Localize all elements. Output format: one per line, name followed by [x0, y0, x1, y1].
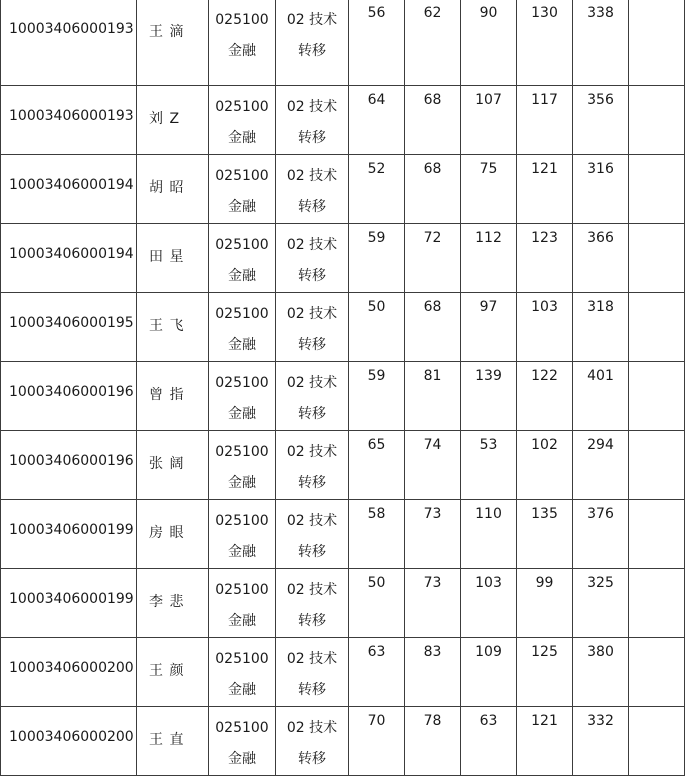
candidate-id-cell — [1, 431, 137, 500]
score-1-cell — [349, 0, 405, 86]
candidate-name: 王 飞 — [149, 318, 185, 334]
direction-cell — [276, 293, 349, 362]
score-3-cell — [461, 500, 517, 569]
direction-code: 02 技术 — [286, 444, 338, 460]
major-code: 025100 — [215, 306, 269, 322]
score-2-cell — [405, 707, 461, 776]
total-score: 376 — [587, 506, 614, 522]
candidate-id-cell — [1, 500, 137, 569]
major-code: 025100 — [215, 99, 269, 115]
candidate-name: 王 直 — [149, 732, 185, 748]
score-3-cell — [461, 707, 517, 776]
candidate-id-cell — [1, 0, 137, 86]
empty-cell — [629, 362, 685, 431]
score-1-cell — [349, 431, 405, 500]
candidate-name: 田 星 — [149, 249, 185, 265]
direction-name: 转移 — [298, 613, 326, 629]
score-2-cell — [405, 224, 461, 293]
direction-name: 转移 — [298, 406, 326, 422]
candidate-id: 10003406000200 — [9, 660, 134, 676]
major-code: 025100 — [215, 720, 269, 736]
candidate-id: 10003406000195 — [9, 315, 134, 331]
candidate-id: 10003406000196 — [9, 453, 134, 469]
score-1-cell — [349, 155, 405, 224]
major-name: 金融 — [228, 751, 256, 767]
direction-cell — [276, 362, 349, 431]
score-3-cell — [461, 293, 517, 362]
score-1-cell — [349, 707, 405, 776]
score-2: 73 — [423, 506, 442, 522]
candidate-name-cell — [137, 224, 209, 293]
score-2-cell — [405, 569, 461, 638]
direction-cell — [276, 0, 349, 86]
direction-code: 02 技术 — [286, 582, 338, 598]
major-name: 金融 — [228, 544, 256, 560]
score-3-cell — [461, 569, 517, 638]
score-1-cell — [349, 638, 405, 707]
score-1-cell — [349, 293, 405, 362]
score-2: 78 — [423, 713, 442, 729]
score-4: 99 — [535, 575, 554, 591]
direction-cell — [276, 86, 349, 155]
table-row — [1, 500, 685, 569]
score-3: 90 — [479, 5, 498, 21]
score-4-cell — [517, 362, 573, 431]
direction-cell — [276, 155, 349, 224]
candidate-name-cell — [137, 638, 209, 707]
total-score-cell — [573, 155, 629, 224]
candidate-id-cell — [1, 86, 137, 155]
direction-code: 02 技术 — [286, 720, 338, 736]
direction-code: 02 技术 — [286, 12, 338, 28]
score-4: 121 — [531, 713, 558, 729]
total-score-cell — [573, 569, 629, 638]
total-score-cell — [573, 500, 629, 569]
score-4-cell — [517, 224, 573, 293]
candidate-id: 10003406000200 — [9, 729, 134, 745]
score-3: 103 — [475, 575, 502, 591]
major-name: 金融 — [228, 613, 256, 629]
total-score: 366 — [587, 230, 614, 246]
table-row — [1, 86, 685, 155]
candidate-name: 刘 Z — [149, 111, 181, 127]
table-row — [1, 0, 685, 86]
score-4-cell — [517, 155, 573, 224]
major-cell — [209, 86, 276, 155]
score-2-cell — [405, 0, 461, 86]
major-name: 金融 — [228, 199, 256, 215]
major-cell — [209, 362, 276, 431]
direction-code: 02 技术 — [286, 306, 338, 322]
empty-cell — [629, 293, 685, 362]
major-cell — [209, 224, 276, 293]
score-2: 72 — [423, 230, 442, 246]
direction-cell — [276, 500, 349, 569]
major-cell — [209, 0, 276, 86]
major-cell — [209, 431, 276, 500]
score-3: 110 — [475, 506, 502, 522]
table-row — [1, 155, 685, 224]
total-score-cell — [573, 0, 629, 86]
score-3: 53 — [479, 437, 498, 453]
score-3: 109 — [475, 644, 502, 660]
score-4: 122 — [531, 368, 558, 384]
table-row — [1, 293, 685, 362]
candidate-name-cell — [137, 500, 209, 569]
score-4-cell — [517, 500, 573, 569]
direction-name: 转移 — [298, 337, 326, 353]
score-1-cell — [349, 500, 405, 569]
direction-cell — [276, 431, 349, 500]
major-code: 025100 — [215, 375, 269, 391]
score-3: 75 — [479, 161, 498, 177]
total-score: 316 — [587, 161, 614, 177]
direction-name: 转移 — [298, 43, 326, 59]
major-name: 金融 — [228, 475, 256, 491]
score-1-cell — [349, 86, 405, 155]
total-score-cell — [573, 638, 629, 707]
total-score-cell — [573, 86, 629, 155]
direction-name: 转移 — [298, 751, 326, 767]
score-4: 102 — [531, 437, 558, 453]
major-cell — [209, 707, 276, 776]
direction-name: 转移 — [298, 544, 326, 560]
direction-code: 02 技术 — [286, 168, 338, 184]
score-3: 97 — [479, 299, 498, 315]
candidate-id-cell — [1, 224, 137, 293]
candidate-name-cell — [137, 362, 209, 431]
empty-cell — [629, 638, 685, 707]
table-row — [1, 431, 685, 500]
empty-cell — [629, 155, 685, 224]
score-4-cell — [517, 638, 573, 707]
score-1-cell — [349, 362, 405, 431]
candidate-id: 10003406000194 — [9, 246, 134, 262]
candidate-id-cell — [1, 362, 137, 431]
candidate-name-cell — [137, 293, 209, 362]
score-1: 64 — [367, 92, 386, 108]
score-3: 63 — [479, 713, 498, 729]
score-3-cell — [461, 0, 517, 86]
score-3-cell — [461, 224, 517, 293]
score-3-cell — [461, 155, 517, 224]
major-cell — [209, 638, 276, 707]
table-row — [1, 707, 685, 776]
total-score: 318 — [587, 299, 614, 315]
empty-cell — [629, 500, 685, 569]
score-4: 121 — [531, 161, 558, 177]
score-2: 68 — [423, 92, 442, 108]
direction-code: 02 技术 — [286, 99, 338, 115]
total-score: 325 — [587, 575, 614, 591]
direction-name: 转移 — [298, 682, 326, 698]
score-2-cell — [405, 293, 461, 362]
score-1: 59 — [367, 230, 386, 246]
score-2-cell — [405, 638, 461, 707]
major-cell — [209, 293, 276, 362]
table-row — [1, 638, 685, 707]
candidate-name: 房 眼 — [149, 525, 185, 541]
score-4: 123 — [531, 230, 558, 246]
major-name: 金融 — [228, 130, 256, 146]
empty-cell — [629, 431, 685, 500]
score-2: 68 — [423, 299, 442, 315]
major-cell — [209, 569, 276, 638]
score-2: 74 — [423, 437, 442, 453]
candidate-id: 10003406000193 — [9, 21, 134, 37]
score-4-cell — [517, 431, 573, 500]
major-code: 025100 — [215, 237, 269, 253]
empty-cell — [629, 224, 685, 293]
score-2-cell — [405, 362, 461, 431]
direction-code: 02 技术 — [286, 651, 338, 667]
major-code: 025100 — [215, 168, 269, 184]
direction-cell — [276, 707, 349, 776]
score-4-cell — [517, 707, 573, 776]
major-code: 025100 — [215, 444, 269, 460]
score-4: 117 — [531, 92, 558, 108]
score-4-cell — [517, 569, 573, 638]
candidate-name-cell — [137, 0, 209, 86]
candidate-name-cell — [137, 707, 209, 776]
total-score: 356 — [587, 92, 614, 108]
major-code: 025100 — [215, 12, 269, 28]
score-2-cell — [405, 431, 461, 500]
score-3: 139 — [475, 368, 502, 384]
score-4: 103 — [531, 299, 558, 315]
direction-cell — [276, 224, 349, 293]
direction-code: 02 技术 — [286, 375, 338, 391]
score-4: 135 — [531, 506, 558, 522]
score-1: 63 — [367, 644, 386, 660]
direction-code: 02 技术 — [286, 237, 338, 253]
score-3-cell — [461, 362, 517, 431]
direction-name: 转移 — [298, 268, 326, 284]
candidate-name-cell — [137, 86, 209, 155]
direction-cell — [276, 638, 349, 707]
direction-name: 转移 — [298, 130, 326, 146]
candidate-name: 王 滴 — [149, 24, 185, 40]
candidate-name: 曾 指 — [149, 387, 185, 403]
score-4-cell — [517, 0, 573, 86]
score-1: 50 — [367, 299, 386, 315]
score-2: 81 — [423, 368, 442, 384]
major-code: 025100 — [215, 582, 269, 598]
score-3-cell — [461, 638, 517, 707]
candidate-name-cell — [137, 431, 209, 500]
score-1: 56 — [367, 5, 386, 21]
score-2-cell — [405, 500, 461, 569]
total-score: 294 — [587, 437, 614, 453]
score-1: 52 — [367, 161, 386, 177]
candidate-id: 10003406000196 — [9, 384, 134, 400]
score-1: 70 — [367, 713, 386, 729]
score-4: 125 — [531, 644, 558, 660]
score-4-cell — [517, 293, 573, 362]
total-score: 332 — [587, 713, 614, 729]
total-score-cell — [573, 224, 629, 293]
candidate-id-cell — [1, 569, 137, 638]
total-score-cell — [573, 362, 629, 431]
major-name: 金融 — [228, 406, 256, 422]
major-code: 025100 — [215, 651, 269, 667]
score-1-cell — [349, 224, 405, 293]
score-3-cell — [461, 86, 517, 155]
major-cell — [209, 500, 276, 569]
direction-name: 转移 — [298, 475, 326, 491]
candidate-name-cell — [137, 569, 209, 638]
major-name: 金融 — [228, 337, 256, 353]
table-row — [1, 224, 685, 293]
score-1: 58 — [367, 506, 386, 522]
score-3: 112 — [475, 230, 502, 246]
candidate-id: 10003406000199 — [9, 522, 134, 538]
score-1: 65 — [367, 437, 386, 453]
empty-cell — [629, 569, 685, 638]
candidate-id: 10003406000199 — [9, 591, 134, 607]
candidate-name: 王 颜 — [149, 663, 185, 679]
candidate-id-cell — [1, 707, 137, 776]
table-row — [1, 362, 685, 431]
total-score: 338 — [587, 5, 614, 21]
score-3-cell — [461, 431, 517, 500]
major-name: 金融 — [228, 43, 256, 59]
score-2-cell — [405, 155, 461, 224]
table-body — [1, 0, 685, 776]
total-score-cell — [573, 293, 629, 362]
total-score-cell — [573, 431, 629, 500]
score-2: 68 — [423, 161, 442, 177]
candidate-name: 李 悲 — [149, 594, 185, 610]
major-cell — [209, 155, 276, 224]
major-name: 金融 — [228, 268, 256, 284]
candidate-name-cell — [137, 155, 209, 224]
major-code: 025100 — [215, 513, 269, 529]
score-2: 83 — [423, 644, 442, 660]
score-2-cell — [405, 86, 461, 155]
score-1: 50 — [367, 575, 386, 591]
empty-cell — [629, 707, 685, 776]
candidate-name: 张 阔 — [149, 456, 185, 472]
candidate-id-cell — [1, 155, 137, 224]
table-row — [1, 569, 685, 638]
candidate-name: 胡 昭 — [149, 180, 185, 196]
candidate-id: 10003406000194 — [9, 177, 134, 193]
empty-cell — [629, 0, 685, 86]
score-4: 130 — [531, 5, 558, 21]
total-score: 380 — [587, 644, 614, 660]
empty-cell — [629, 86, 685, 155]
major-name: 金融 — [228, 682, 256, 698]
direction-name: 转移 — [298, 199, 326, 215]
direction-code: 02 技术 — [286, 513, 338, 529]
score-1: 59 — [367, 368, 386, 384]
score-1-cell — [349, 569, 405, 638]
candidate-id-cell — [1, 638, 137, 707]
score-4-cell — [517, 86, 573, 155]
total-score-cell — [573, 707, 629, 776]
candidate-id: 10003406000193 — [9, 108, 134, 124]
score-2: 62 — [423, 5, 442, 21]
candidate-id-cell — [1, 293, 137, 362]
score-3: 107 — [475, 92, 502, 108]
score-2: 73 — [423, 575, 442, 591]
total-score: 401 — [587, 368, 614, 384]
direction-cell — [276, 569, 349, 638]
